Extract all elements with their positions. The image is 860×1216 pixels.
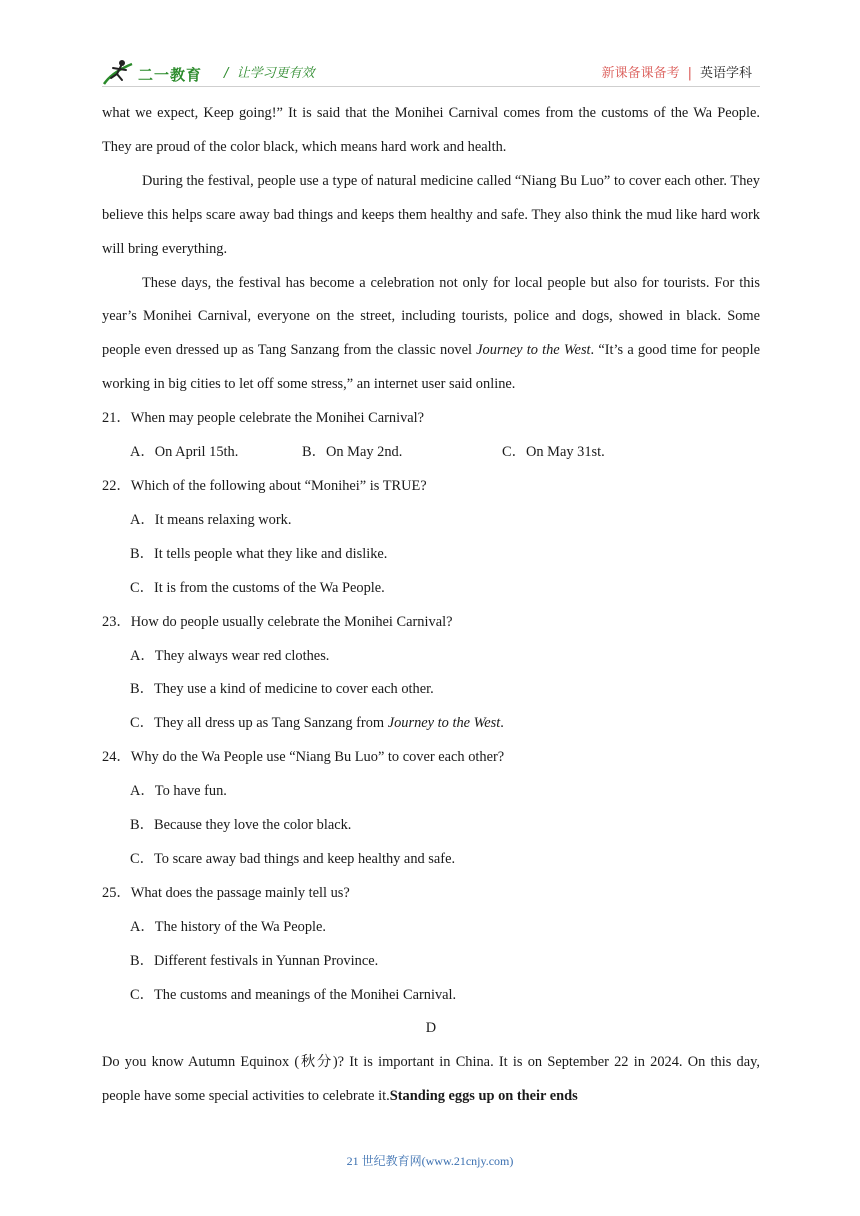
option-22b[interactable]: B．It tells people what they like and dislike. xyxy=(130,545,388,562)
passage-c-paragraph-1: what we expect, Keep going!” It is said that the Monihei Carnival comes from the customs of the Wa People. They are proud of the color black, which means hard work and health. xyxy=(102,105,760,155)
logo xyxy=(102,58,220,88)
option-22c[interactable]: C．It is from the customs of the Wa People. xyxy=(130,579,385,596)
option-23c[interactable]: C．They all dress up as Tang Sanzang from Journey to the West. xyxy=(130,715,504,732)
option-24b[interactable]: B．Because they love the color black. xyxy=(130,817,352,834)
option-23a[interactable]: A．They always wear red clothes. xyxy=(130,647,330,664)
header-slogan: / 让学习更有效 xyxy=(224,66,315,81)
runner-logo-icon xyxy=(102,58,138,88)
option-21b[interactable]: B．On May 2nd. xyxy=(302,444,403,461)
option-22a[interactable]: A．It means relaxing work. xyxy=(130,511,292,528)
question-22: 22．Which of the following about “Monihei” is TRUE? xyxy=(102,477,427,494)
passage-c-paragraph-3: These days, the festival has become a celebration not only for local people but also for tourists. For this year’s Monihei Carnival, everyone on the street, including tourists, police and dogs, showed in black. Some people even dressed up as Tang Sanzang from the classic novel Journey to the West. “It’s a good time for people working in big cities to let off some stress,” an internet user said online. xyxy=(102,274,760,393)
option-21a[interactable]: A．On April 15th. xyxy=(130,444,239,461)
passage-c-paragraph-2: During the festival, people use a type of natural medicine called “Niang Bu Luo” to cover each other. They believe this helps scare away bad things and keeps them healthy and safe. They also think the mud like hard work will bring everything. xyxy=(102,172,760,257)
header-divider xyxy=(102,86,760,87)
question-25: 25．What does the passage mainly tell us? xyxy=(102,884,350,901)
header-subject: 英语学科 xyxy=(699,66,752,81)
question-21-options xyxy=(102,436,760,470)
header-right-label: 新课备课备考 xyxy=(601,66,680,81)
header-separator: | xyxy=(687,66,692,81)
option-25b[interactable]: B．Different festivals in Yunnan Province. xyxy=(130,952,379,969)
question-23: 23．How do people usually celebrate the Monihei Carnival? xyxy=(102,613,453,630)
option-21c[interactable]: C．On May 31st. xyxy=(502,444,605,461)
page-footer: 21 世纪教育网(www.21cnjy.com) xyxy=(346,1154,514,1168)
option-25c[interactable]: C．The customs and meanings of the Monihei Carnival. xyxy=(130,986,457,1003)
option-25a[interactable]: A．The history of the Wa People. xyxy=(130,918,327,935)
question-24: 24．Why do the Wa People use “Niang Bu Luo” to cover each other? xyxy=(102,749,505,766)
option-24c[interactable]: C．To scare away bad things and keep healthy and safe. xyxy=(130,850,456,867)
page-header xyxy=(102,52,760,92)
option-23b[interactable]: B．They use a kind of medicine to cover each other. xyxy=(130,681,434,698)
page-content xyxy=(102,97,760,1114)
logo-text: 二一教育 xyxy=(138,66,203,84)
passage-d-heading: D xyxy=(425,1020,437,1037)
option-24a[interactable]: A．To have fun. xyxy=(130,783,227,800)
question-21: 21．When may people celebrate the Monihei Carnival? xyxy=(102,410,425,427)
passage-d-paragraph-1: Do you know Autumn Equinox (秋分)? It is important in China. It is on September 22 in 2024. On this day, people have some special activities to celebrate it.Standing eggs up on their ends xyxy=(102,1054,760,1105)
header-right xyxy=(602,62,752,81)
section-subheading: Standing eggs up on their ends xyxy=(389,1088,578,1105)
novel-title: Journey to the West xyxy=(476,342,591,359)
